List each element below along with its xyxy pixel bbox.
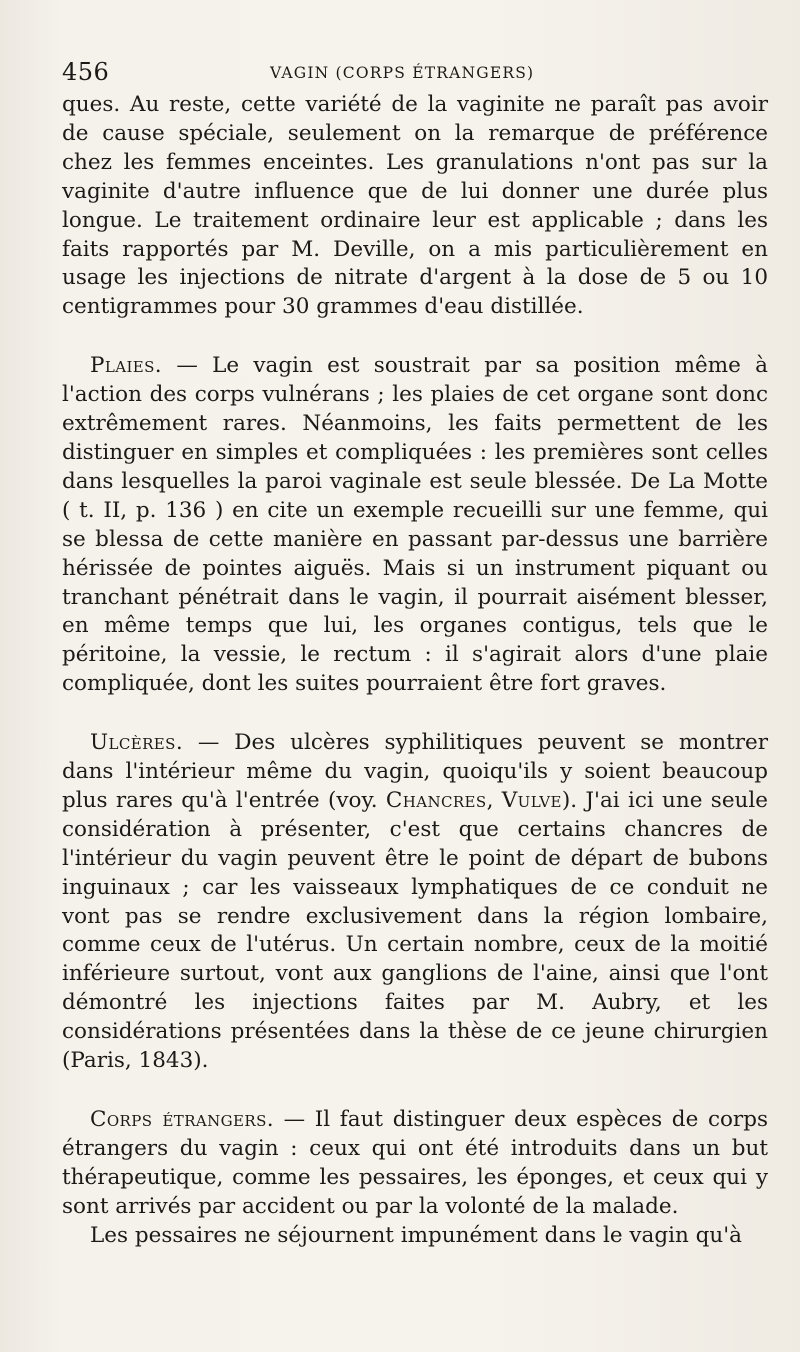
section-heading-ulceres: Ulcères. — [90, 730, 184, 756]
section-heading-plaies: Plaies. — [90, 353, 163, 379]
paragraph-corps-etrangers — [62, 1106, 768, 1222]
cross-reference-chancres: Chancres — [385, 787, 487, 813]
paragraph-text: — Le vagin est soustrait par sa position même à l'action des corps vulnérans ; les plaies de cet organe sont donc extrêmement rares. Néanmoins, les faits permettent de les distinguer en simples et compliquées : les premières sont celles dans lesquelles la paroi vaginale est seule blessée. De La Motte ( t. II, p. 136 ) en cite un exemple recueilli sur une femme, qui se blessa de cette manière en passant par-dessus une barrière hérissée de pointes aiguës. Mais si un instrument piquant ou tranchant pénétrait dans le vagin, il pourrait aisément blesser, en même temps que lui, les organes contigus, tels que le péritoine, la vessie, le rectum : il s'agirait alors d'une plaie compliquée, dont les suites pourraient être fort graves. — [62, 353, 768, 697]
paragraph-text: — Des ulcères syphilitiques peuvent se montrer dans l'intérieur même du vagin, quoiqu'ils y soient beaucoup plus rares qu'à l'entrée (voy. — [62, 730, 768, 813]
paragraph-text: ques. Au reste, cette variété de la vaginite ne paraît pas avoir de cause spéciale, seulement on la remarque de préférence chez les femmes enceintes. Les granulations n'ont pas sur la vaginite d'autre influence que de lui donner une durée plus longue. Le traitement ordinaire leur est applicable ; dans les faits rapportés par M. Deville, on a mis particulièrement en usage les injections de nitrate d'argent à la dose de 5 ou 10 centigrammes pour 30 grammes d'eau distillée. — [62, 92, 768, 320]
paragraph-text: Les pessaires ne séjournent impunément dans le vagin qu'à — [90, 1222, 743, 1248]
page-number: 456 — [62, 58, 110, 86]
paragraph-continuation — [62, 91, 768, 322]
body-text — [62, 91, 768, 1251]
section-heading-corps-etrangers: Corps étrangers. — [90, 1107, 274, 1132]
paragraph-text: ). J'ai ici une seule considération à présenter, c'est que certains chancres de l'intérieur du vagin peuvent être le point de départ de bubons inguinaux ; car les vaisseaux lymphatiques de ce conduit ne vont pas se rendre exclusivement dans la région lombaire, comme ceux de l'utérus. Un certain nombre, ceux de la moitié inférieure surtout, vont aux ganglions de l'aine, ainsi que l'ont démontré les injections faites par M. Aubry, et les considérations présentées dans la thèse de ce jeune chirurgien (Paris, 1843). — [62, 787, 768, 1074]
paragraph-ulceres — [62, 729, 768, 1076]
cross-reference-vulve: Vulve — [501, 787, 562, 813]
paragraph-pessaires — [62, 1222, 768, 1251]
paragraph-plaies — [62, 352, 768, 699]
cross-reference-separator: , — [486, 787, 502, 813]
paragraph-text: — Il faut distinguer deux espèces de corps étrangers du vagin : ceux qui ont été introduits dans un but thérapeutique, comme les pessaires, les éponges, et ceux qui y sont arrivés par accident ou par la volonté de la malade. — [62, 1107, 768, 1219]
running-head: VAGIN (CORPS ÉTRANGERS) — [270, 64, 535, 82]
page-header — [62, 56, 742, 92]
